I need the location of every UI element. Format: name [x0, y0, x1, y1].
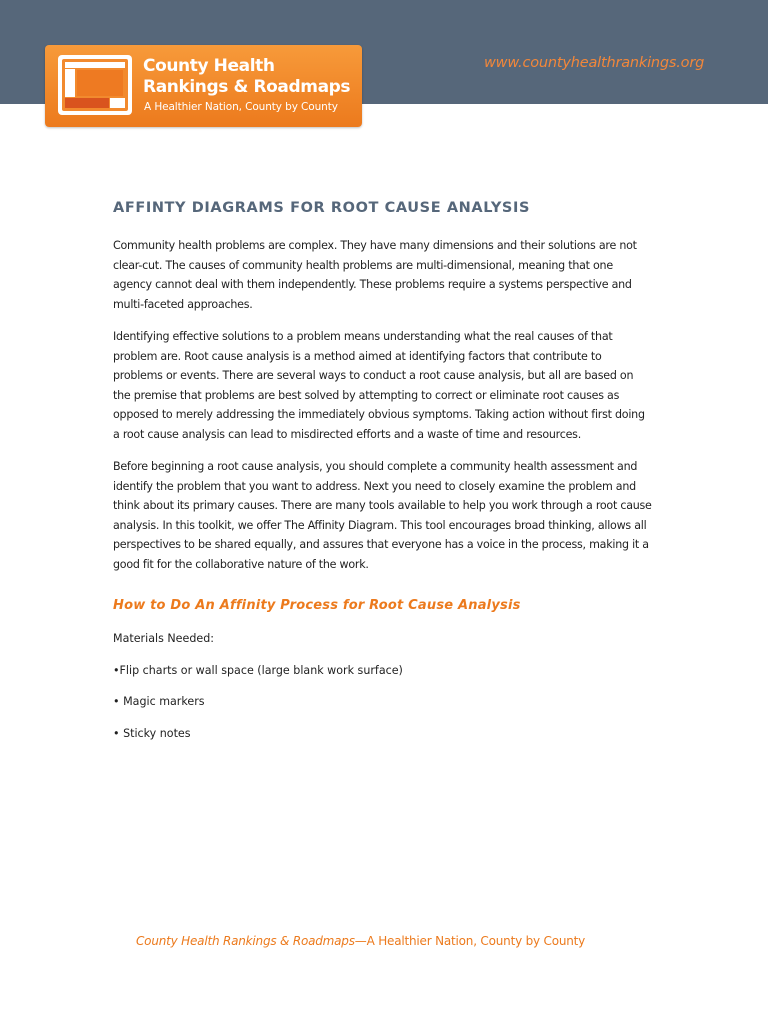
- list-item: •Flip charts or wall space (large blank work surface): [113, 663, 403, 677]
- paragraph: Community health problems are complex. They have many dimensions and their solutions are not clear-cut. The causes of community health problems are multi-dimensional, meaning that one agency cannot deal with them independently. These problems require a systems perspective and multi-faceted approaches.: [113, 239, 637, 311]
- logo-title-line2: Rankings & Roadmaps: [143, 77, 351, 97]
- list-item: • Magic markers: [113, 695, 205, 708]
- footer: [136, 934, 585, 948]
- subheading: How to Do An Affinity Process for Root Cause Analysis: [113, 598, 521, 613]
- logo[interactable]: [45, 45, 362, 127]
- map-logo-icon: [58, 55, 132, 115]
- footer-brand: County Health Rankings & Roadmaps: [136, 934, 355, 948]
- paragraph: Identifying effective solutions to a problem means understanding what the real causes of that problem are. Root cause analysis is a method aimed at identifying factors that contribute to problems or events. There are several ways to conduct a root cause analysis, but all are based on the premise that problems are best solved by attempting to correct or eliminate root causes as opposed to merely addressing the immediately obvious symptoms. Taking action without first doing a root cause analysis can lead to misdirected efforts and a waste of time and resources.: [113, 330, 645, 441]
- footer-dash: —: [354, 934, 367, 948]
- section-heading: AFFINTY DIAGRAMS FOR ROOT CAUSE ANALYSIS: [113, 200, 530, 216]
- logo-tagline: A Healthier Nation, County by County: [144, 101, 338, 113]
- footer-tagline: A Healthier Nation, County by County: [366, 934, 586, 948]
- paragraph: Before beginning a root cause analysis, you should complete a community health assessment and identify the problem that you want to address. Next you need to closely examine the problem and think about its primary causes. There are many tools available to help you work through a root cause analysis. In this toolkit, we offer The Affinity Diagram. This tool encourages broad thinking, allows all perspectives to be shared equally, and assures that everyone has a voice in the process, making it a good fit for the collaborative nature of the work.: [113, 460, 652, 571]
- document-body: [113, 200, 653, 755]
- logo-title: [143, 56, 355, 98]
- logo-title-line1: County Health: [143, 56, 275, 76]
- list-item: • Sticky notes: [113, 726, 191, 740]
- materials-label: Materials Needed:: [113, 632, 214, 645]
- site-url-link[interactable]: www.countyhealthrankings.org: [484, 55, 705, 71]
